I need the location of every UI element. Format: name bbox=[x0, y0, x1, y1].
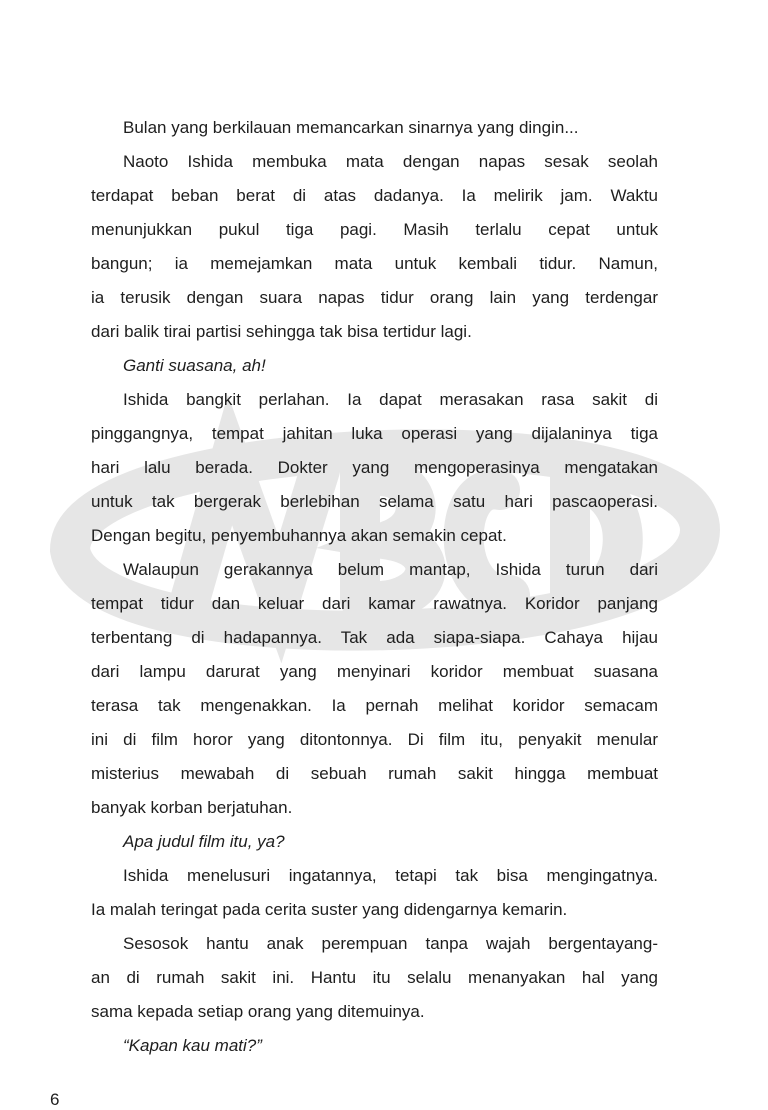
text-line: pinggangnya, tempat jahitan luka operasi yang dijalaninya tiga bbox=[91, 424, 658, 443]
italic-text-line: “Kapan kau mati?” bbox=[123, 1036, 262, 1055]
text-line: dari lampu darurat yang menyinari koridor membuat suasana bbox=[91, 662, 658, 681]
text-line: Bulan yang berkilauan memancarkan sinarnya yang dingin... bbox=[123, 118, 579, 137]
text-line: sama kepada setiap orang yang ditemuinya. bbox=[91, 1002, 425, 1021]
text-line: Ishida menelusuri ingatannya, tetapi tak bisa mengingatnya. bbox=[123, 866, 658, 885]
text-line: Ia malah teringat pada cerita suster yang didengarnya kemarin. bbox=[91, 900, 568, 919]
text-line: Ishida bangkit perlahan. Ia dapat merasakan rasa sakit di bbox=[123, 390, 658, 409]
text-line: an di rumah sakit ini. Hantu itu selalu menanyakan hal yang bbox=[91, 968, 658, 987]
text-line: terasa tak mengenakkan. Ia pernah melihat koridor semacam bbox=[91, 696, 658, 715]
text-line: ini di film horor yang ditontonnya. Di film itu, penyakit menular bbox=[91, 730, 658, 749]
text-line: Naoto Ishida membuka mata dengan napas sesak seolah bbox=[123, 152, 658, 171]
body-text bbox=[91, 111, 658, 1063]
page-number: 6 bbox=[50, 1090, 60, 1109]
text-line: Dengan begitu, penyembuhannya akan semakin cepat. bbox=[91, 526, 507, 545]
text-line: terdapat beban berat di atas dadanya. Ia melirik jam. Waktu bbox=[91, 186, 658, 205]
text-line: misterius mewabah di sebuah rumah sakit hingga membuat bbox=[91, 764, 658, 783]
text-line: menunjukkan pukul tiga pagi. Masih terlalu cepat untuk bbox=[91, 220, 658, 239]
text-line: Sesosok hantu anak perempuan tanpa wajah bergentayang- bbox=[123, 934, 658, 953]
text-line: untuk tak bergerak berlebihan selama satu hari pascaoperasi. bbox=[91, 492, 658, 511]
text-line: Walaupun gerakannya belum mantap, Ishida turun dari bbox=[123, 560, 658, 579]
text-line: terbentang di hadapannya. Tak ada siapa-siapa. Cahaya hijau bbox=[91, 628, 658, 647]
text-line: hari lalu berada. Dokter yang mengoperasinya mengatakan bbox=[91, 458, 658, 477]
text-line: tempat tidur dan keluar dari kamar rawatnya. Koridor panjang bbox=[91, 594, 658, 613]
italic-text-line: Apa judul film itu, ya? bbox=[123, 832, 285, 851]
text-line: banyak korban berjatuhan. bbox=[91, 798, 293, 817]
text-line: dari balik tirai partisi sehingga tak bisa tertidur lagi. bbox=[91, 322, 472, 341]
text-line: ia terusik dengan suara napas tidur orang lain yang terdengar bbox=[91, 288, 658, 307]
text-line: bangun; ia memejamkan mata untuk kembali tidur. Namun, bbox=[91, 254, 658, 273]
italic-text-line: Ganti suasana, ah! bbox=[123, 356, 266, 375]
